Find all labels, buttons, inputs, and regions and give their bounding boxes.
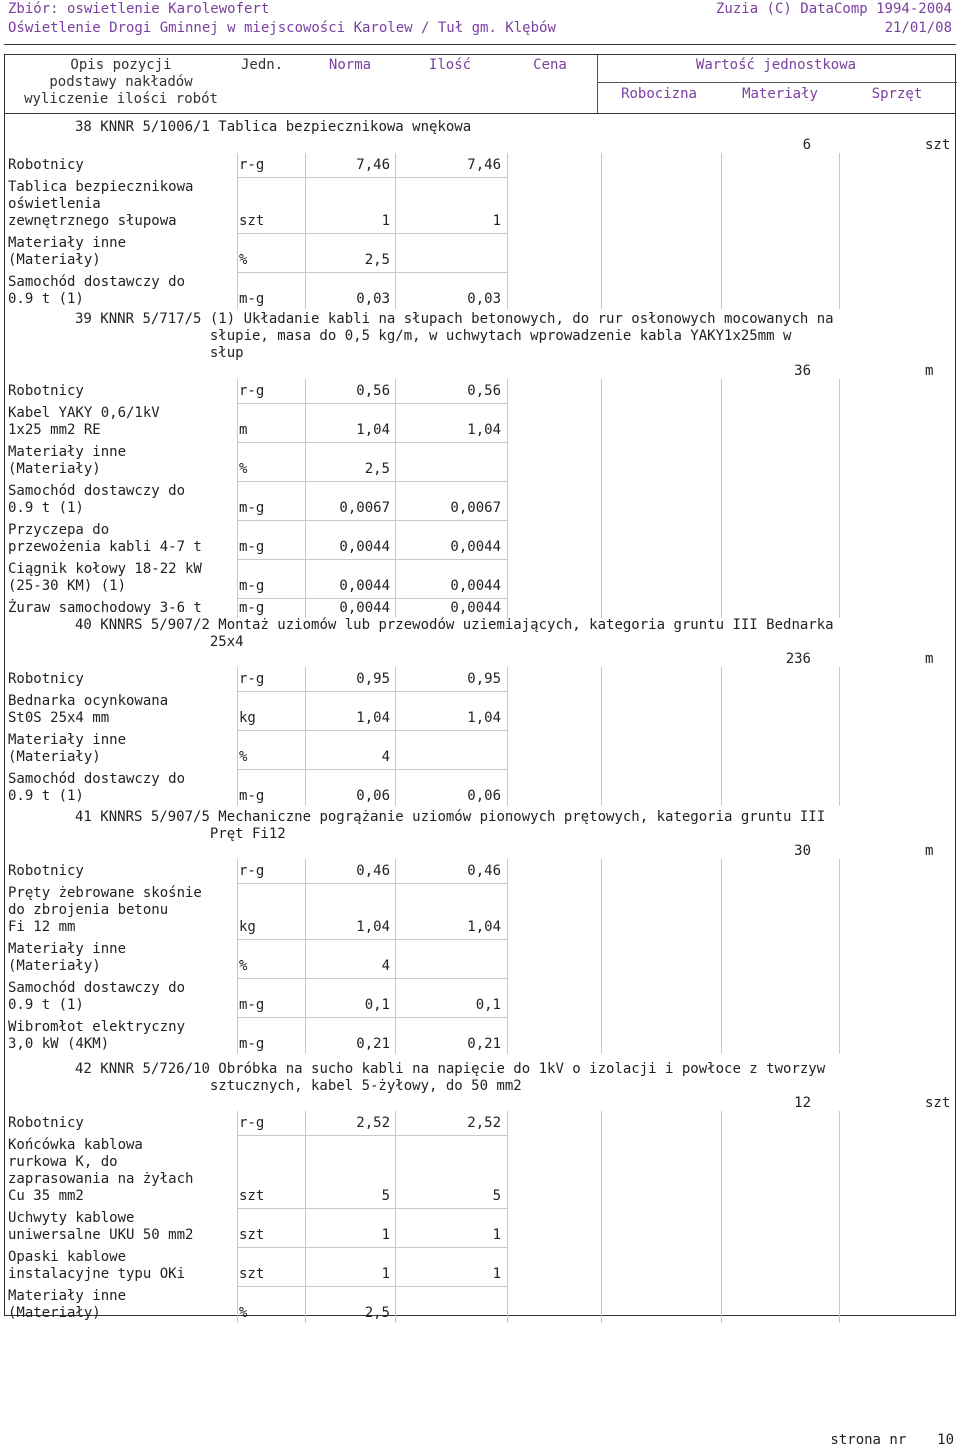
resource-name: Ciągnik kołowy 18-22 kW (25-30 KM) (1) — [8, 561, 202, 594]
row-divider — [237, 403, 507, 404]
resource-name: Robotnicy — [8, 863, 84, 879]
resource-unit: kg — [239, 919, 256, 935]
row-divider — [237, 481, 507, 482]
grid-line — [305, 667, 306, 806]
resource-norm: 1,04 — [356, 422, 390, 438]
position-number: 41 — [75, 809, 92, 825]
resource-quantity: 1 — [492, 1266, 501, 1282]
position-quantity: 12 — [794, 1095, 811, 1111]
resource-quantity: 0,0044 — [450, 539, 501, 555]
resource-unit: m-g — [239, 1036, 265, 1052]
resource-unit: m-g — [239, 788, 265, 804]
resource-norm: 1 — [381, 1266, 390, 1282]
resource-norm: 2,5 — [364, 252, 390, 268]
resource-unit: szt — [239, 1188, 265, 1204]
position-number: 38 — [75, 119, 92, 135]
resource-unit: szt — [239, 213, 265, 229]
grid-line — [237, 859, 238, 1054]
grid-line — [839, 859, 840, 1054]
resource-name: Materiały inne (Materiały) — [8, 235, 127, 268]
software-credit: Zuzia (C) DataComp 1994-2004 — [715, 1, 952, 17]
resource-row — [5, 980, 957, 1017]
position-unit: szt — [925, 137, 951, 153]
row-divider — [237, 1286, 507, 1287]
header-rule — [4, 44, 956, 45]
grid-line — [237, 667, 238, 806]
position-description: KNNRS 5/907/2 Montaż uziomów lub przewodów uziemiających, kategoria gruntu III Bednarka 25x4 — [100, 617, 834, 650]
resource-unit: % — [239, 1305, 248, 1321]
resource-row — [5, 405, 957, 442]
resource-row — [5, 671, 957, 691]
resource-quantity: 0,56 — [467, 383, 501, 399]
resource-norm: 0,21 — [356, 1036, 390, 1052]
header-line-1 — [8, 0, 952, 18]
resource-unit: m-g — [239, 539, 265, 555]
resource-name: Pręty żebrowane skośnie do zbrojenia betonu Fi 12 mm — [8, 885, 202, 935]
position-description: KNNR 5/717/5 (1) Układanie kabli na słupach betonowych, do rur osłonowych mocowanych na słupie, masa do 0,5 kg/m, w uchwytach wprowadzenie kabla YAKY1x25mm w słup — [100, 311, 834, 361]
grid-line — [839, 1111, 840, 1323]
cost-table — [4, 54, 956, 1321]
resource-quantity: 0,21 — [467, 1036, 501, 1052]
row-divider — [237, 520, 507, 521]
resource-name: Materiały inne (Materiały) — [8, 732, 127, 765]
resource-row — [5, 1115, 957, 1135]
resource-name: Uchwyty kablowe uniwersalne UKU 50 mm2 — [8, 1210, 194, 1243]
position-title — [75, 809, 935, 843]
resource-quantity: 1,04 — [467, 919, 501, 935]
resource-norm: 1,04 — [356, 710, 390, 726]
row-divider — [237, 559, 507, 560]
grid-line — [305, 1111, 306, 1323]
position-quantity: 30 — [794, 843, 811, 859]
position-title — [75, 617, 935, 651]
page-footer — [830, 1432, 954, 1448]
resource-row — [5, 1210, 957, 1247]
position-quantity: 236 — [785, 651, 811, 667]
resource-unit: r-g — [239, 383, 265, 399]
position-number: 42 — [75, 1061, 92, 1077]
resource-unit: % — [239, 252, 248, 268]
grid-line — [395, 1111, 396, 1323]
resource-unit: r-g — [239, 671, 265, 687]
resource-norm: 2,52 — [356, 1115, 390, 1131]
position-unit: m — [925, 651, 934, 667]
resource-row — [5, 444, 957, 481]
resource-norm: 5 — [381, 1188, 390, 1204]
row-divider — [237, 883, 507, 884]
header-line-2 — [8, 19, 952, 37]
resource-quantity: 1,04 — [467, 710, 501, 726]
row-divider — [237, 598, 507, 599]
resource-name: Robotnicy — [8, 157, 84, 173]
resource-norm: 4 — [381, 749, 390, 765]
resource-quantity: 0,46 — [467, 863, 501, 879]
page-label: strona nr — [830, 1432, 907, 1448]
resource-row — [5, 383, 957, 403]
resource-row — [5, 771, 957, 808]
position-unit: m — [925, 843, 934, 859]
resource-norm: 0,06 — [356, 788, 390, 804]
resource-norm: 0,03 — [356, 291, 390, 307]
resource-unit: m-g — [239, 997, 265, 1013]
resource-row — [5, 483, 957, 520]
resource-unit: % — [239, 749, 248, 765]
resource-unit: r-g — [239, 1115, 265, 1131]
grid-line — [839, 667, 840, 806]
grid-line — [395, 379, 396, 618]
resource-row — [5, 885, 957, 939]
resource-name: Robotnicy — [8, 1115, 84, 1131]
resource-name: Przyczepa do przewożenia kabli 4-7 t — [8, 522, 202, 555]
resource-norm: 1 — [381, 1227, 390, 1243]
grid-line — [507, 1111, 508, 1323]
resource-name: Samochód dostawczy do 0.9 t (1) — [8, 274, 186, 307]
grid-line — [507, 667, 508, 806]
grid-line — [507, 859, 508, 1054]
grid-line — [721, 153, 722, 309]
resource-unit: m-g — [239, 500, 265, 516]
resource-row — [5, 157, 957, 177]
resource-norm: 0,0044 — [339, 600, 390, 616]
row-divider — [237, 1208, 507, 1209]
grid-line — [395, 153, 396, 309]
resource-name: Wibromłot elektryczny 3,0 kW (4KM) — [8, 1019, 186, 1052]
row-divider — [237, 769, 507, 770]
resource-unit: r-g — [239, 157, 265, 173]
position-description: KNNRS 5/907/5 Mechaniczne pogrążanie uziomów pionowych prętowych, kategoria gruntu III Pręt Fi12 — [100, 809, 826, 842]
resource-name: Opaski kablowe instalacyjne typu OKi — [8, 1249, 186, 1282]
resource-norm: 7,46 — [356, 157, 390, 173]
row-divider — [237, 1247, 507, 1248]
resource-row — [5, 235, 957, 272]
resource-name: Robotnicy — [8, 383, 84, 399]
grid-line — [601, 859, 602, 1054]
column-equipment: Sprzęt — [871, 86, 923, 102]
grid-line — [721, 379, 722, 618]
resource-norm: 0,0044 — [339, 578, 390, 594]
resource-name: Samochód dostawczy do 0.9 t (1) — [8, 483, 186, 516]
resource-quantity: 0,03 — [467, 291, 501, 307]
resource-unit: m — [239, 422, 248, 438]
position-unit: m — [925, 363, 934, 379]
resource-norm: 0,0044 — [339, 539, 390, 555]
resource-quantity: 0,1 — [475, 997, 501, 1013]
resource-norm: 2,5 — [364, 1305, 390, 1321]
resource-name: Robotnicy — [8, 671, 84, 687]
document-date: 21/01/08 — [884, 20, 952, 36]
row-divider — [237, 1017, 507, 1018]
row-divider — [237, 978, 507, 979]
resource-row — [5, 522, 957, 559]
grid-line — [839, 379, 840, 618]
position-title — [75, 311, 935, 362]
resource-quantity: 5 — [492, 1188, 501, 1204]
resource-norm: 2,5 — [364, 461, 390, 477]
resource-quantity: 0,0067 — [450, 500, 501, 516]
table-header — [5, 55, 955, 114]
project-title: Oświetlenie Drogi Gminnej w miejscowości Karolew / Tuł gm. Klębów — [8, 20, 556, 36]
column-labor: Robocizna — [621, 86, 697, 102]
resource-row — [5, 1019, 957, 1056]
position-number: 40 — [75, 617, 92, 633]
grid-line — [237, 379, 238, 618]
page-number: 10 — [937, 1432, 954, 1448]
row-divider — [237, 233, 507, 234]
resource-norm: 1 — [381, 213, 390, 229]
resource-name: Żuraw samochodowy 3-6 t — [8, 600, 202, 616]
resource-row — [5, 561, 957, 598]
resource-quantity: 1 — [492, 213, 501, 229]
grid-line — [237, 1111, 238, 1323]
resource-row — [5, 732, 957, 769]
grid-line — [601, 379, 602, 618]
resource-quantity: 1,04 — [467, 422, 501, 438]
resource-unit: kg — [239, 710, 256, 726]
resource-name: Materiały inne (Materiały) — [8, 941, 127, 974]
row-divider — [237, 691, 507, 692]
resource-name: Samochód dostawczy do 0.9 t (1) — [8, 771, 186, 804]
resource-unit: m-g — [239, 600, 265, 616]
resource-norm: 0,0067 — [339, 500, 390, 516]
header-subrule — [597, 82, 957, 83]
grid-line — [721, 1111, 722, 1323]
resource-row — [5, 1249, 957, 1286]
resource-norm: 0,46 — [356, 863, 390, 879]
position-title — [75, 1061, 935, 1095]
resource-row — [5, 1288, 957, 1325]
resource-name: Bednarka ocynkowana St0S 25x4 mm — [8, 693, 169, 726]
column-unit-value: Wartość jednostkowa — [695, 57, 857, 73]
resource-unit: % — [239, 461, 248, 477]
resource-unit: % — [239, 958, 248, 974]
grid-line — [305, 859, 306, 1054]
resource-row — [5, 1137, 957, 1208]
resource-unit: szt — [239, 1266, 265, 1282]
grid-line — [601, 1111, 602, 1323]
grid-line — [507, 379, 508, 618]
row-divider — [237, 1135, 507, 1136]
resource-name: Materiały inne (Materiały) — [8, 444, 127, 477]
position-quantity: 6 — [802, 137, 811, 153]
resource-quantity: 1 — [492, 1227, 501, 1243]
column-quantity: Ilość — [428, 57, 472, 73]
grid-line — [305, 153, 306, 309]
resource-unit: szt — [239, 1227, 265, 1243]
grid-line — [601, 153, 602, 309]
grid-line — [237, 153, 238, 309]
resource-quantity: 0,95 — [467, 671, 501, 687]
column-norm: Norma — [328, 57, 372, 73]
row-divider — [237, 272, 507, 273]
grid-line — [721, 859, 722, 1054]
resource-row — [5, 863, 957, 883]
grid-line — [839, 153, 840, 309]
resource-unit: m-g — [239, 291, 265, 307]
row-divider — [237, 939, 507, 940]
grid-line — [601, 667, 602, 806]
resource-quantity: 0,0044 — [450, 578, 501, 594]
resource-quantity: 0,0044 — [450, 600, 501, 616]
resource-quantity: 0,06 — [467, 788, 501, 804]
resource-name: Samochód dostawczy do 0.9 t (1) — [8, 980, 186, 1013]
position-quantity: 36 — [794, 363, 811, 379]
resource-unit: r-g — [239, 863, 265, 879]
resource-row — [5, 274, 957, 311]
header-divider — [597, 55, 598, 113]
resource-norm: 0,56 — [356, 383, 390, 399]
resource-row — [5, 693, 957, 730]
column-unit: Jedn. — [241, 57, 284, 73]
grid-line — [507, 153, 508, 309]
resource-name: Materiały inne (Materiały) — [8, 1288, 127, 1321]
position-title — [75, 119, 935, 136]
resource-norm: 1,04 — [356, 919, 390, 935]
row-divider — [237, 442, 507, 443]
position-description: KNNR 5/1006/1 Tablica bezpiecznikowa wnękowa — [100, 119, 472, 135]
grid-line — [395, 667, 396, 806]
resource-norm: 4 — [381, 958, 390, 974]
resource-name: Końcówka kablowa rurkowa K, do zaprasowania na żyłach Cu 35 mm2 — [8, 1137, 194, 1204]
resource-name: Tablica bezpiecznikowa oświetlenia zewnętrznego słupowa — [8, 179, 194, 229]
row-divider — [237, 730, 507, 731]
resource-row — [5, 941, 957, 978]
resource-quantity: 7,46 — [467, 157, 501, 173]
collection-name: Zbiór: oswietlenie Karolewofert — [8, 1, 270, 17]
resource-name: Kabel YAKY 0,6/1kV 1x25 mm2 RE — [8, 405, 160, 438]
grid-line — [721, 667, 722, 806]
resource-norm: 0,95 — [356, 671, 390, 687]
resource-quantity: 2,52 — [467, 1115, 501, 1131]
column-materials: Materiały — [742, 86, 818, 102]
grid-line — [305, 379, 306, 618]
resource-unit: m-g — [239, 578, 265, 594]
column-description: Opis pozycji podstawy nakładów wyliczenie ilości robót — [24, 57, 218, 107]
row-divider — [237, 177, 507, 178]
resource-norm: 0,1 — [364, 997, 390, 1013]
position-number: 39 — [75, 311, 92, 327]
resource-row — [5, 179, 957, 233]
position-unit: szt — [925, 1095, 951, 1111]
position-description: KNNR 5/726/10 Obróbka na sucho kabli na napięcie do 1kV o izolacji i powłoce z tworzyw sztucznych, kabel 5-żyłowy, do 50 mm2 — [100, 1061, 826, 1094]
grid-line — [395, 859, 396, 1054]
column-price: Cena — [533, 57, 567, 73]
